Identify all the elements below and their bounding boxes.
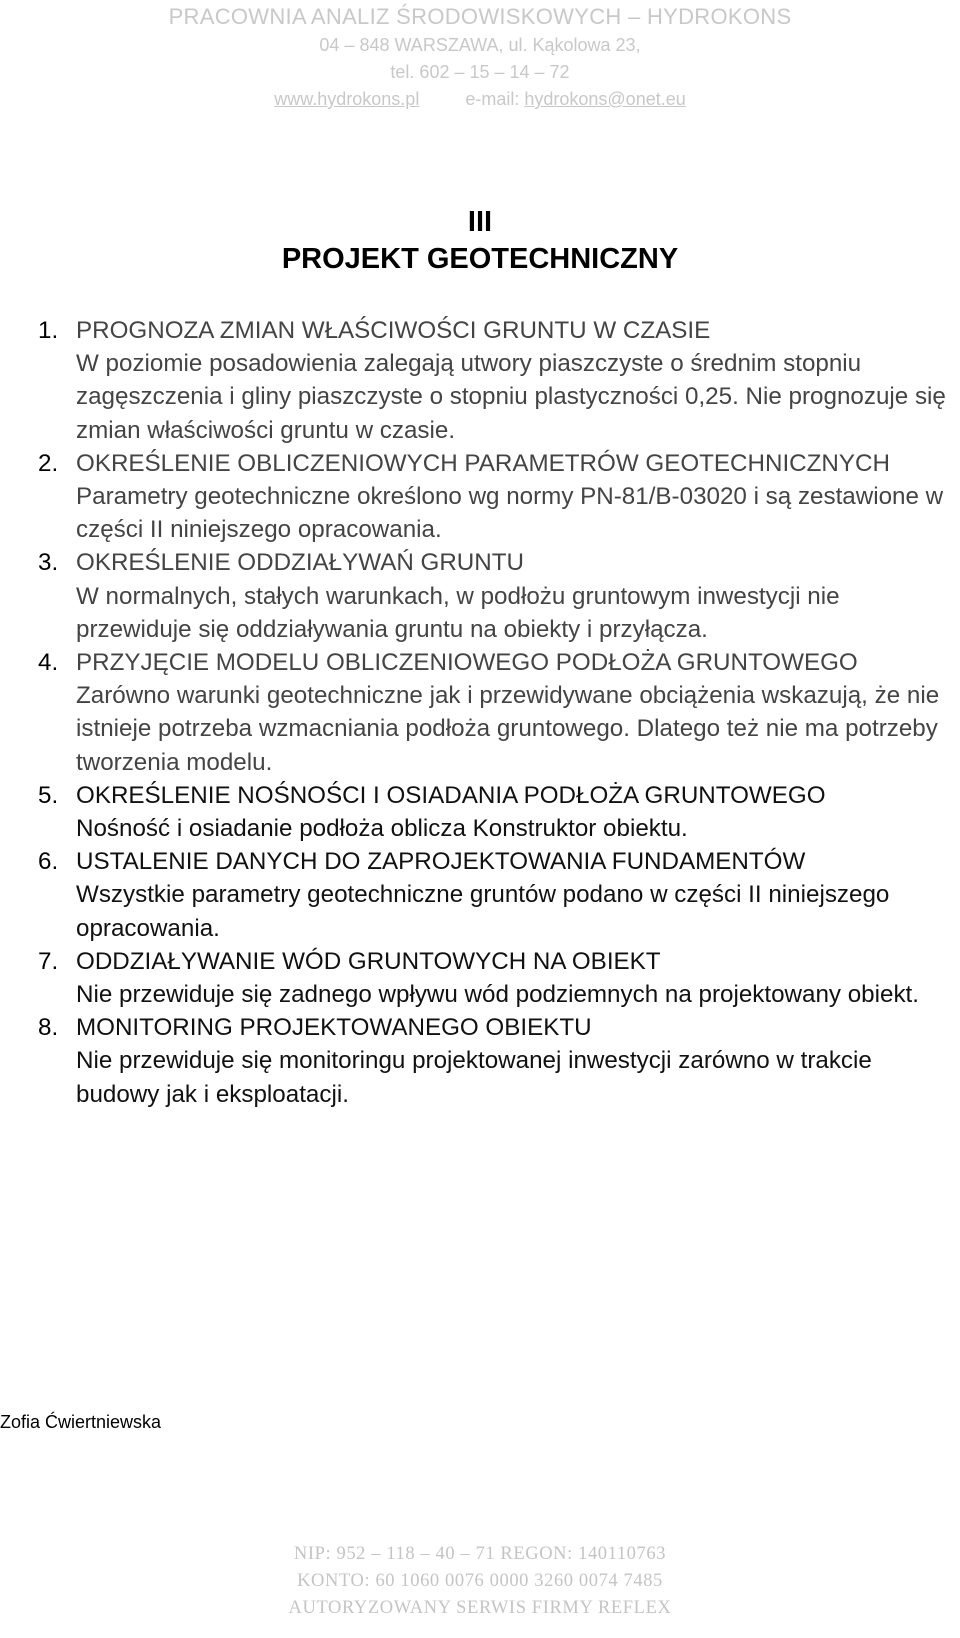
section-heading: USTALENIE DANYCH DO ZAPROJEKTOWANIA FUNDAMENTÓW xyxy=(76,848,806,876)
section-heading: OKREŚLENIE NOŚNOŚCI I OSIADANIA PODŁOŻA GRUNTOWEGO xyxy=(76,781,826,809)
website-link[interactable]: www.hydrokons.pl xyxy=(274,89,420,109)
document-title xyxy=(0,204,960,278)
section-body: Zarówno warunki geotechniczne jak i przewidywane obciążenia wskazują, że nie istnieje potrzeba wzmacniania podłoża gruntowego. Dlatego też nie ma potrzeby tworzenia modelu. xyxy=(76,682,940,776)
part-number: III xyxy=(467,206,493,238)
section-body: Nie przewiduje się monitoringu projektowanej inwestycji zarówno w trakcie budowy jak i eksploatacji. xyxy=(76,1047,872,1108)
firm-address: 04 – 848 WARSZAWA, ul. Kąkolowa 23, xyxy=(319,35,641,55)
section-body: Parametry geotechniczne określono wg normy PN-81/B-03020 i są zestawione w części II niniejszego opracowania. xyxy=(76,483,944,544)
section-7 xyxy=(0,945,960,1011)
section-2 xyxy=(0,447,960,547)
section-number: 7. xyxy=(38,947,59,975)
section-4 xyxy=(0,646,960,779)
section-number: 1. xyxy=(38,317,59,344)
section-number: 8. xyxy=(38,1014,59,1042)
firm-phone: tel. 602 – 15 – 14 – 72 xyxy=(390,62,570,82)
email-link[interactable]: hydrokons@onet.eu xyxy=(524,89,686,109)
section-heading: PRZYJĘCIE MODELU OBLICZENIOWEGO PODŁOŻA GRUNTOWEGO xyxy=(76,649,858,677)
section-heading: OKREŚLENIE ODDZIAŁYWAŃ GRUNTU xyxy=(76,549,524,577)
firm-contacts xyxy=(0,86,960,113)
section-number: 6. xyxy=(38,848,59,876)
section-1 xyxy=(0,314,960,447)
section-heading: MONITORING PROJEKTOWANEGO OBIEKTU xyxy=(76,1014,592,1042)
bank-account: KONTO: 60 1060 0076 0000 3260 0074 7485 xyxy=(297,1571,663,1591)
document-body xyxy=(0,314,960,1111)
section-number: 3. xyxy=(38,549,59,577)
section-6 xyxy=(0,845,960,945)
section-heading: PROGNOZA ZMIAN WŁAŚCIWOŚCI GRUNTU W CZASIE xyxy=(76,317,711,344)
firm-name: PRACOWNIA ANALIZ ŚRODOWISKOWYCH – HYDROKONS xyxy=(168,4,792,29)
tax-ids: NIP: 952 – 118 – 40 – 71 REGON: 140110763 xyxy=(293,1544,667,1564)
section-number: 5. xyxy=(38,781,59,809)
section-8 xyxy=(0,1011,960,1111)
section-3 xyxy=(0,546,960,646)
section-body: Wszystkie parametry geotechniczne gruntów podano w części II niniejszego opracowania. xyxy=(76,881,890,942)
section-body: Nie przewiduje się zadnego wpływu wód podziemnych na projektowany obiekt. xyxy=(76,981,919,1009)
section-number: 2. xyxy=(38,449,59,477)
section-body: W poziomie posadowienia zalegają utwory piaszczyste o średnim stopniu zagęszczenia i gliny piaszczyste o stopniu plastyczności 0,25. Nie prognozuje się zmian właściwości gruntu w czasie. xyxy=(76,350,946,444)
author-signature: Zofia Ćwiertniewska xyxy=(0,1412,162,1432)
section-body: W normalnych, stałych warunkach, w podłożu gruntowym inwestycji nie przewiduje się oddziaływania gruntu na obiekty i przyłącza. xyxy=(76,582,840,643)
section-body: Nośność i osiadanie podłoża oblicza Konstruktor obiektu. xyxy=(76,815,688,843)
section-number: 4. xyxy=(38,649,59,677)
email-label: e-mail: xyxy=(465,89,520,109)
letterhead-footer xyxy=(0,1541,960,1622)
project-title: PROJEKT GEOTECHNICZNY xyxy=(281,243,679,275)
letterhead xyxy=(0,0,960,113)
section-heading: ODDZIAŁYWANIE WÓD GRUNTOWYCH NA OBIEKT xyxy=(76,947,661,975)
section-5 xyxy=(0,779,960,845)
section-heading: OKREŚLENIE OBLICZENIOWYCH PARAMETRÓW GEOTECHNICZNYCH xyxy=(76,449,890,477)
authorized-service: AUTORYZOWANY SERWIS FIRMY REFLEX xyxy=(288,1598,672,1618)
